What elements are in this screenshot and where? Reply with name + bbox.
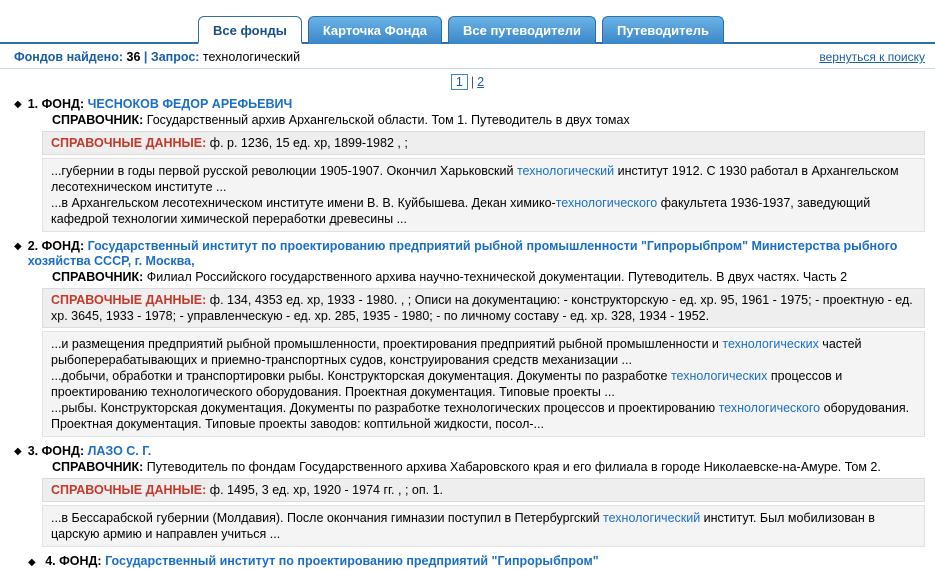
guide-line xyxy=(14,269,925,285)
result-info-bar xyxy=(0,44,935,69)
snippet-box xyxy=(42,331,925,437)
record-number: 3. xyxy=(27,444,39,458)
snippet xyxy=(51,368,916,400)
fond-label: ФОНД: xyxy=(41,97,85,111)
fond-label: ФОНД: xyxy=(41,239,85,253)
snippet xyxy=(51,163,916,195)
guide-text: Филиал Российского государственного архива научно-технической документации. Путеводитель. В двух частях. Часть 2 xyxy=(146,270,848,284)
bullet-icon: ◆ xyxy=(28,557,36,568)
result-header xyxy=(14,97,925,112)
tab-all-fonds[interactable] xyxy=(198,16,302,44)
results-list xyxy=(0,97,935,570)
tab-guide[interactable] xyxy=(602,16,724,44)
reference-data-value: ф. р. 1236, 15 ед. хр, 1899-1982 , ; xyxy=(209,136,408,150)
info-separator: | xyxy=(143,50,148,64)
reference-data-label: СПРАВОЧНЫЕ ДАННЫЕ: xyxy=(51,293,207,307)
fond-label: ФОНД: xyxy=(59,554,102,568)
snippet-text: ...и размещения предприятий рыбной промышленности, проектирования предприятий рыбной промышленности и xyxy=(51,337,723,351)
snippet-highlight: технологического xyxy=(555,196,658,210)
snippet-highlight: технологических xyxy=(670,369,768,383)
guide-label: СПРАВОЧНИК: xyxy=(52,270,144,284)
guide-label: СПРАВОЧНИК: xyxy=(52,113,144,127)
snippet-highlight: технологический xyxy=(516,164,615,178)
result-header xyxy=(14,239,925,269)
snippet xyxy=(51,400,916,432)
snippet xyxy=(51,195,916,227)
reference-data-value: ф. 1495, 3 ед. хр, 1920 - 1974 гг. , ; оп. 1. xyxy=(209,483,443,497)
fond-name-link[interactable]: ЧЕСНОКОВ ФЕДОР АРЕФЬЕВИЧ xyxy=(87,97,293,111)
pagination xyxy=(0,69,935,97)
found-count: 36 xyxy=(126,50,141,64)
snippet-text: институт 1912. С 1930 работал в Архангельском лесотехническом институте ... xyxy=(51,164,899,194)
result-summary xyxy=(14,50,300,64)
bullet-icon: ◆ xyxy=(14,241,22,252)
bullet-icon: ◆ xyxy=(14,99,22,110)
snippet-text: факультета 1936-1937, заведующий кафедрой технологии химической переработки древесины ... xyxy=(51,196,871,226)
snippet-text: оборудования. Проектная документация. Типовые проекты заводов: коптильной жидкости, посол-... xyxy=(51,401,910,431)
reference-data-label: СПРАВОЧНЫЕ ДАННЫЕ: xyxy=(51,483,207,497)
fond-name-link[interactable]: ЛАЗО С. Г. xyxy=(87,444,152,458)
snippet-text: частей рыбоперерабатывающих и приемно-транспортных судов, конструирования средств механизации ... xyxy=(51,337,862,367)
query-label: Запрос: xyxy=(150,50,200,64)
guide-text: Путеводитель по фондам Государственного архива Хабаровского края и его филиала в городе Николаевске-на-Амуре. Том 2. xyxy=(146,460,881,474)
record-number: 2. xyxy=(27,239,39,253)
snippet xyxy=(51,336,916,368)
fond-name-link[interactable]: Государственный институт по проектированию предприятий рыбной промышленности "Гипрорыбпром" Министерства рыбного хозяйства СССР, г. Москва, xyxy=(27,239,898,268)
snippet-text: ...в Архангельском лесотехническом институте имени В. В. Куйбышева. Декан химико- xyxy=(51,196,556,210)
guide-label: СПРАВОЧНИК: xyxy=(52,460,144,474)
reference-data-box xyxy=(42,288,925,328)
snippet-text: ...добычи, обработки и транспортировки рыбы. Конструкторская документация. Документы по разработке xyxy=(51,369,671,383)
record-number: 4. xyxy=(45,554,56,568)
snippet-text: процессов и проектированию технологического оборудования. Проектная документация. Типовые проекты ... xyxy=(51,369,843,399)
snippet-text: ...губернии в годы первой русской революции 1905-1907. Окончил Харьковский xyxy=(51,164,517,178)
snippet-text: институт. Был мобилизован в царскую армию и направлен учиться ... xyxy=(51,511,875,541)
reference-data-value: ф. 134, 4353 ед. хр, 1933 - 1980. , ; Описи на документацию: - конструкторскую - ед. хр. 95, 1961 - 1975; - проектную - ед. хр. 3645, 1933 - 1978; - управленческую - ед. хр. 285, 1935 - 1980; - по личному составу - ед. хр. 328, 1934 - 1952. xyxy=(51,293,913,323)
snippet-highlight: технологических xyxy=(722,337,819,351)
reference-data-label: СПРАВОЧНЫЕ ДАННЫЕ: xyxy=(51,136,207,150)
guide-text: Государственный архив Архангельской области. Том 1. Путеводитель в двух томах xyxy=(146,113,630,127)
page-separator: | xyxy=(470,75,475,89)
record-number: 1. xyxy=(27,97,39,111)
guide-line xyxy=(14,112,925,128)
snippet-box xyxy=(42,505,925,547)
query-value: технологический xyxy=(202,50,301,64)
snippet xyxy=(51,510,916,542)
reference-data-box xyxy=(42,131,925,155)
result-item xyxy=(14,239,925,437)
snippet-highlight: технологический xyxy=(603,511,701,525)
back-to-search-link[interactable]: вернуться к поиску xyxy=(819,50,925,64)
snippet-text: ...рыбы. Конструкторская документация. Документы по разработке технологических процессов и проектированию xyxy=(51,401,719,415)
bullet-icon: ◆ xyxy=(14,446,22,457)
reference-data-box xyxy=(42,478,925,502)
tab-fond-card-label: Карточка Фонда xyxy=(322,23,427,38)
tab-all-fonds-label: Все фонды xyxy=(213,23,287,38)
result-header xyxy=(14,444,925,459)
tab-all-guides[interactable] xyxy=(448,16,596,44)
tab-bar xyxy=(0,0,935,44)
tab-guide-label: Путеводитель xyxy=(616,23,709,38)
result-item xyxy=(14,97,925,232)
result-item xyxy=(14,444,925,547)
snippet-highlight: технологического xyxy=(718,401,821,415)
snippet-box xyxy=(42,158,925,232)
page-current[interactable]: 1 xyxy=(451,74,468,90)
page-link-2[interactable]: 2 xyxy=(477,75,485,89)
fond-name-link[interactable]: Государственный институт по проектированию предприятий "Гипрорыбпром" xyxy=(105,554,599,568)
tab-fond-card[interactable] xyxy=(308,16,442,44)
tab-all-guides-label: Все путеводители xyxy=(462,23,581,38)
snippet-text: ...в Бессарабской губернии (Молдавия). После окончания гимназии поступил в Петербургский xyxy=(51,511,604,525)
found-label: Фондов найдено: xyxy=(14,50,124,64)
guide-line xyxy=(14,459,925,475)
result-item-partial xyxy=(14,554,925,570)
fond-label: ФОНД: xyxy=(41,444,85,458)
